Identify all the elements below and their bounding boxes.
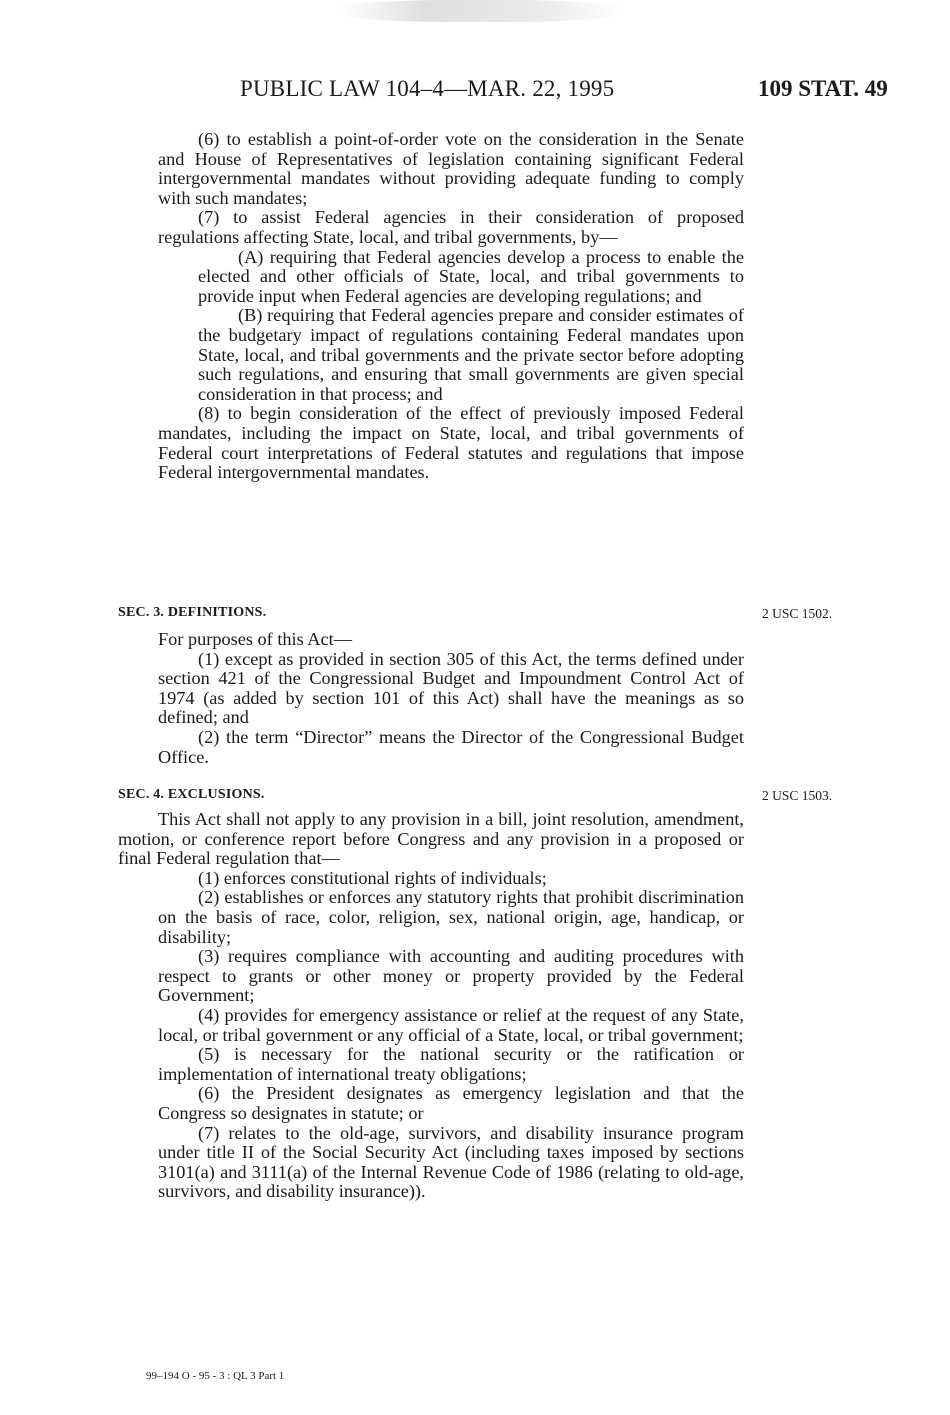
stat-page-number: 109 STAT. 49 [758, 76, 888, 101]
scan-smudge [340, 0, 620, 22]
sec4-paragraph-4: (4) provides for emergency assistance or relief at the request of any State, local, or tribal government or any official of a State, local, or tribal government; [158, 1004, 744, 1045]
paragraph-8: (8) to begin consideration of the effect of previously imposed Federal mandates, including the impact on State, local, and tribal governments of Federal court interpretations of Federal statutes and regulations that impose Federal intergovernmental mandates. [158, 403, 744, 483]
sec3-margin-note: 2 USC 1502. [762, 606, 833, 621]
sec4-paragraph-5: (5) is necessary for the national security or the ratification or implementation of international treaty obligations; [158, 1044, 744, 1084]
sec3-heading: SEC. 3. DEFINITIONS. [118, 605, 267, 620]
sec3-paragraph-1: (1) except as provided in section 305 of this Act, the terms defined under section 421 of the Congressional Budget and Impoundment Control Act of 1974 (as added by section 101 of this Act) shall have the meanings as so defined; and [158, 648, 744, 728]
paragraph-6: (6) to establish a point-of-order vote on the consideration in the Senate and House of Representatives of legislation containing significant Federal intergovernmental mandates without providing adequate funding to comply with such mandates; [158, 129, 744, 208]
print-code-footer: 99–194 O - 95 - 3 : QL 3 Part 1 [146, 1370, 285, 1382]
sec4-heading: SEC. 4. EXCLUSIONS. [118, 787, 265, 802]
sec4-paragraph-1: (1) enforces constitutional rights of individuals; [198, 867, 547, 888]
sec3-paragraph-2: (2) the term “Director” means the Director of the Congressional Budget Office. [158, 726, 744, 767]
sec2-continuation [118, 130, 744, 483]
sec4-paragraph-6: (6) the President designates as emergency legislation and that the Congress so designates in statute; or [158, 1083, 744, 1123]
sec4-margin-note: 2 USC 1503. [762, 788, 833, 803]
sec3-body [118, 630, 744, 767]
sec4-body [118, 810, 744, 1202]
paragraph-7: (7) to assist Federal agencies in their consideration of proposed regulations affecting State, local, and tribal governments, by— [158, 207, 744, 247]
sec4-paragraph-3: (3) requires compliance with accounting and auditing procedures with respect to grants or other money or property provided by the Federal Government; [158, 946, 744, 1006]
subparagraph-A: (A) requiring that Federal agencies develop a process to enable the elected and other officials of State, local, and tribal governments to provide input when Federal agencies are developing regulations; and [198, 246, 744, 306]
running-head: PUBLIC LAW 104–4—MAR. 22, 1995 [240, 76, 615, 101]
page-header [0, 76, 950, 112]
sec4-paragraph-2: (2) establishes or enforces any statutory rights that prohibit discrimination on the basis of race, color, religion, sex, national origin, age, handicap, or disability; [158, 887, 744, 947]
sec4-intro: This Act shall not apply to any provision in a bill, joint resolution, amendment, motion, or conference report before Congress and any provision in a proposed or final Federal regulation that— [118, 809, 744, 869]
sec4-paragraph-7: (7) relates to the old-age, survivors, and disability insurance program under title II of the Social Security Act (including taxes imposed by sections 3101(a) and 3111(a) of the Internal Revenue Code of 1986 (relating to old-age, survivors, and disability insurance)). [158, 1122, 744, 1202]
sec3-intro: For purposes of this Act— [158, 629, 352, 649]
subparagraph-B: (B) requiring that Federal agencies prepare and consider estimates of the budgetary impact of regulations containing Federal mandates upon State, local, and tribal governments and the private sector before adopting such regulations, and ensuring that small governments are given special consideration in that process; and [198, 305, 744, 404]
